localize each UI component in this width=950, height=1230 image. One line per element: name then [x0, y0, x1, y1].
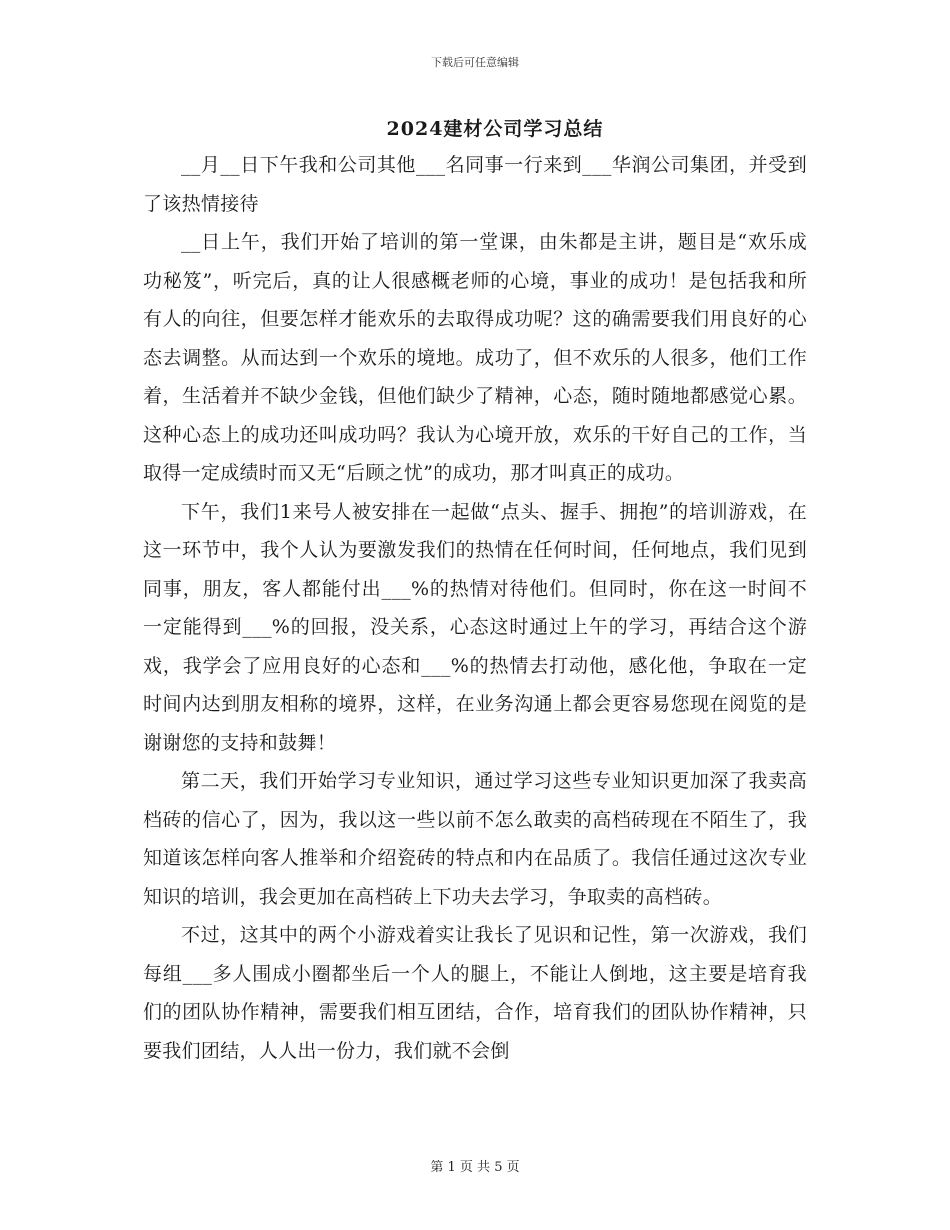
page-footer: 第 1 页 共 5 页: [430, 1160, 520, 1175]
paragraph-4: 第二天，我们开始学习专业知识，通过学习这些专业知识更加深了我卖高档砖的信心了，因为，我以这一些以前不怎么敢卖的高档砖现在不陌生了，我知道该怎样向客人推举和介绍瓷砖的特点和内在品质了。我信任通过这次专业知识的培训，我会更加在高档砖上下功夫去学习，争取卖的高档砖。: [143, 770, 807, 908]
paragraph-1: __月__日下午我和公司其他___名同事一行来到___华润公司集团，并受到了该热情接待: [143, 154, 807, 215]
document-body: [143, 146, 807, 1070]
header-note: 下载后可任意编辑: [431, 56, 519, 69]
paragraph-5: 不过，这其中的两个小游戏着实让我长了见识和记性，第一次游戏，我们每组___多人围成小圈都坐后一个人的腿上，不能让人倒地，这主要是培育我们的团队协作精神，需要我们相互团结，合作，培育我们的团队协作精神，只要我们团结，人人出一份力，我们就不会倒: [143, 924, 807, 1062]
document-title: 2024建材公司学习总结: [386, 118, 604, 140]
paragraph-3: 下午，我们1来号人被安排在一起做“点头、握手、拥抱”的培训游戏，在这一环节中，我个人认为要激发我们的热情在任何时间，任何地点，我们见到同事，朋友，客人都能付出___%的热情对待他们。但同时，你在这一时间不一定能得到___%的回报，没关系，心态这时通过上午的学习，再结合这个游戏，我学会了应用良好的心态和___%的热情去打动他，感化他，争取在一定时间内达到朋友相称的境界，这样，在业务沟通上都会更容易您现在阅览的是谢谢您的支持和鼓舞！: [143, 500, 807, 754]
paragraph-2: __日上午，我们开始了培训的第一堂课，由朱都是主讲，题目是“欢乐成功秘笈”，听完后，真的让人很感概老师的心境，事业的成功！是包括我和所有人的向往，但要怎样才能欢乐的去取得成功呢？这的确需要我们用良好的心态去调整。从而达到一个欢乐的境地。成功了，但不欢乐的人很多，他们工作着，生活着并不缺少金钱，但他们缺少了精神，心态，随时随地都感觉心累。这种心态上的成功还叫成功吗？我认为心境开放，欢乐的干好自己的工作，当取得一定成绩时而又无“后顾之忧”的成功，那才叫真正的成功。: [143, 231, 807, 484]
